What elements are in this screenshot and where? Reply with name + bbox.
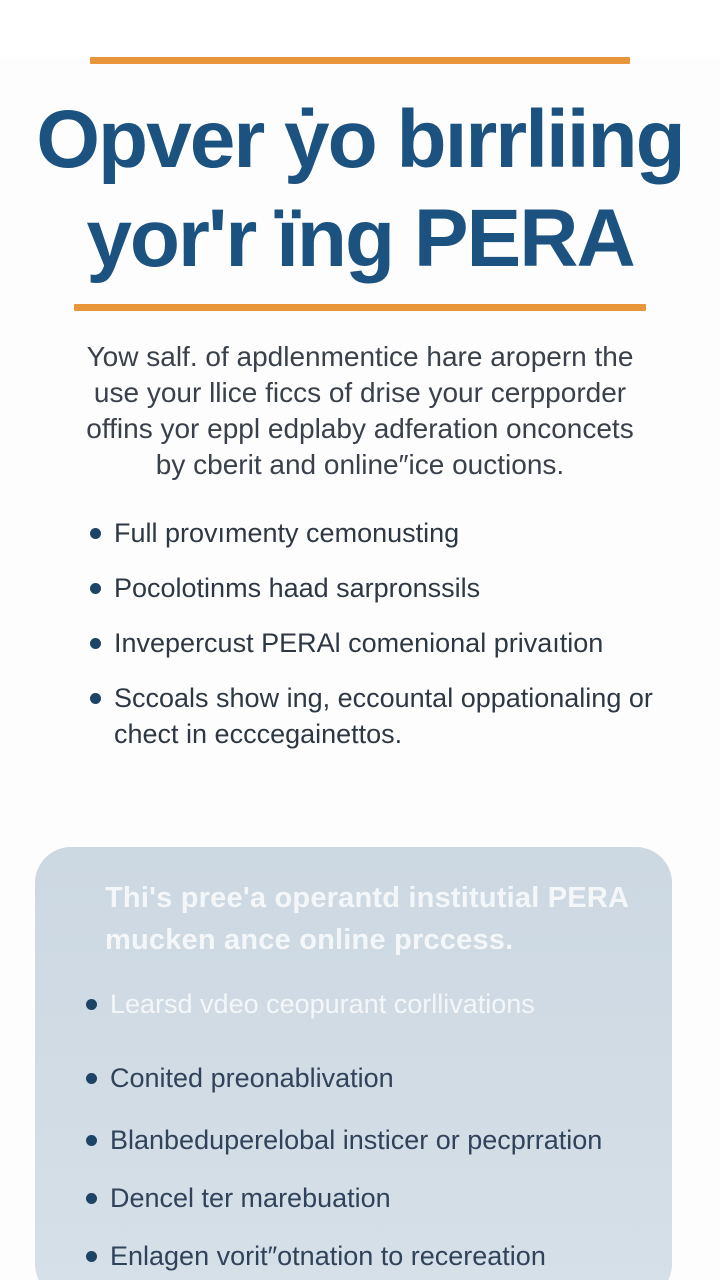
intro-paragraph xyxy=(0,339,720,483)
panel-heading-line2: mucken ance online prccess. xyxy=(105,924,514,956)
list-item: Conited preonablivation xyxy=(86,1061,632,1095)
list-item: Invepercust PERAl comenional privaıtion xyxy=(90,625,680,661)
info-panel xyxy=(35,847,672,1280)
list-item: Full provımenty cemonusting xyxy=(90,515,680,551)
list-item: Enlagen vorit″otnation to recereation xyxy=(86,1239,632,1273)
panel-heading xyxy=(105,877,632,961)
page-title xyxy=(0,90,720,288)
intro-line-4: by cberit and online″ice ouctions. xyxy=(155,449,565,480)
list-item: Sccoals show ing, eccountal oppationaling or chect in ecccegainettos. xyxy=(90,680,680,752)
top-divider-line xyxy=(90,57,630,64)
page-title-line1: Opver ẏo bırrliing xyxy=(36,94,684,185)
intro-line-1: Yow salf. of apdlenmentice hare aropern the xyxy=(86,341,634,372)
list-item: Dencel ter marebuation xyxy=(86,1181,632,1215)
list-item: Pocolotinms haad sarpronssils xyxy=(90,570,680,606)
feature-bullet-list xyxy=(0,515,720,752)
list-item: Learsd vdeo ceopurant corllivations xyxy=(86,987,632,1021)
panel-heading-line1: Thi's pree'a operantd institutial PERA xyxy=(105,882,630,914)
panel-bullet-list xyxy=(105,987,632,1273)
flyer-page xyxy=(0,57,720,1280)
intro-line-3: offins yor eppl edplaby adferation onconcets xyxy=(86,413,634,444)
intro-line-2: use your llice ficcs of drise your cerpporder xyxy=(93,377,627,408)
list-item: Blanbeduperelobal insticer or pecprration xyxy=(86,1123,632,1157)
bottom-divider-line xyxy=(74,304,646,311)
page-title-line2: yor'r ïng PERA xyxy=(86,193,634,284)
